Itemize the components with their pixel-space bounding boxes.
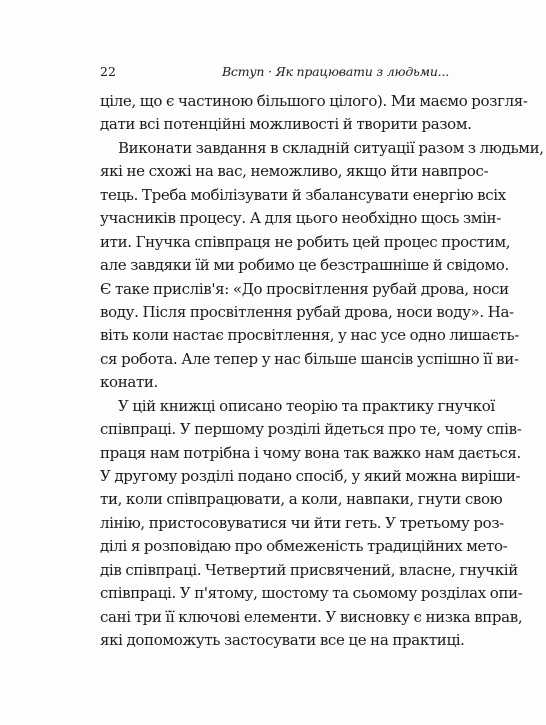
text-line: лінію, пристосовуватися чи йти геть. У третьому роз- — [100, 513, 504, 532]
text-line: ділі я розповідаю про обмеженість традиційних мето- — [100, 537, 508, 556]
body-text — [100, 90, 544, 653]
running-title: Вступ · Як працювати з людьми... — [221, 64, 449, 79]
text-line: сані три її ключові елементи. У висновку є низка вправ, — [100, 607, 523, 626]
text-line: але завдяки їй ми робимо це безстрашніше й свідомо. — [100, 256, 509, 275]
running-head — [100, 62, 449, 82]
text-line: які не схожі на вас, неможливо, якщо йти навпрос- — [100, 162, 489, 181]
text-line: Виконати завдання в складній ситуації разом з людьми, — [118, 138, 544, 157]
text-line: ся робота. Але тепер у нас більше шансів успішно її ви- — [100, 349, 519, 368]
text-line: праця нам потрібна і чому вона так важко нам дається. — [100, 443, 521, 462]
text-line: які допоможуть застосувати все це на практиці. — [100, 631, 465, 650]
text-line: У цій книжці описано теорію та практику гнучкої — [118, 396, 495, 415]
text-line: учасників процесу. А для цього необхідно щось змін- — [100, 209, 501, 228]
text-line: співпраці. У п'ятому, шостому та сьомому розділах опи- — [100, 584, 523, 603]
text-line: воду. Після просвітлення рубай дрова, носи воду». На- — [100, 302, 514, 321]
text-line: співпраці. У першому розділі йдеться про те, чому спів- — [100, 420, 522, 439]
text-line: Є таке прислів'я: «До просвітлення рубай дрова, носи — [100, 279, 509, 298]
text-line: тець. Треба мобілізувати й збалансувати енергію всіх — [100, 185, 506, 204]
text-line: конати. — [100, 373, 158, 392]
page-number: 22 — [100, 64, 116, 79]
text-line: віть коли настає просвітлення, у нас усе одно лишаєть- — [100, 326, 519, 345]
text-line: ціле, що є частиною більшого цілого). Ми маємо розгля- — [100, 92, 528, 110]
text-line: дів співпраці. Четвертий присвячений, власне, гнучкій — [100, 560, 518, 579]
text-line: дати всі потенційні можливості й творити разом. — [100, 115, 472, 134]
text-line: У другому розділі подано спосіб, у який можна виріши- — [100, 467, 521, 485]
text-line: ти, коли співпрацювати, а коли, навпаки, гнути свою — [100, 490, 503, 509]
text-line: ити. Гнучка співпраця не робить цей процес простим, — [100, 232, 511, 251]
